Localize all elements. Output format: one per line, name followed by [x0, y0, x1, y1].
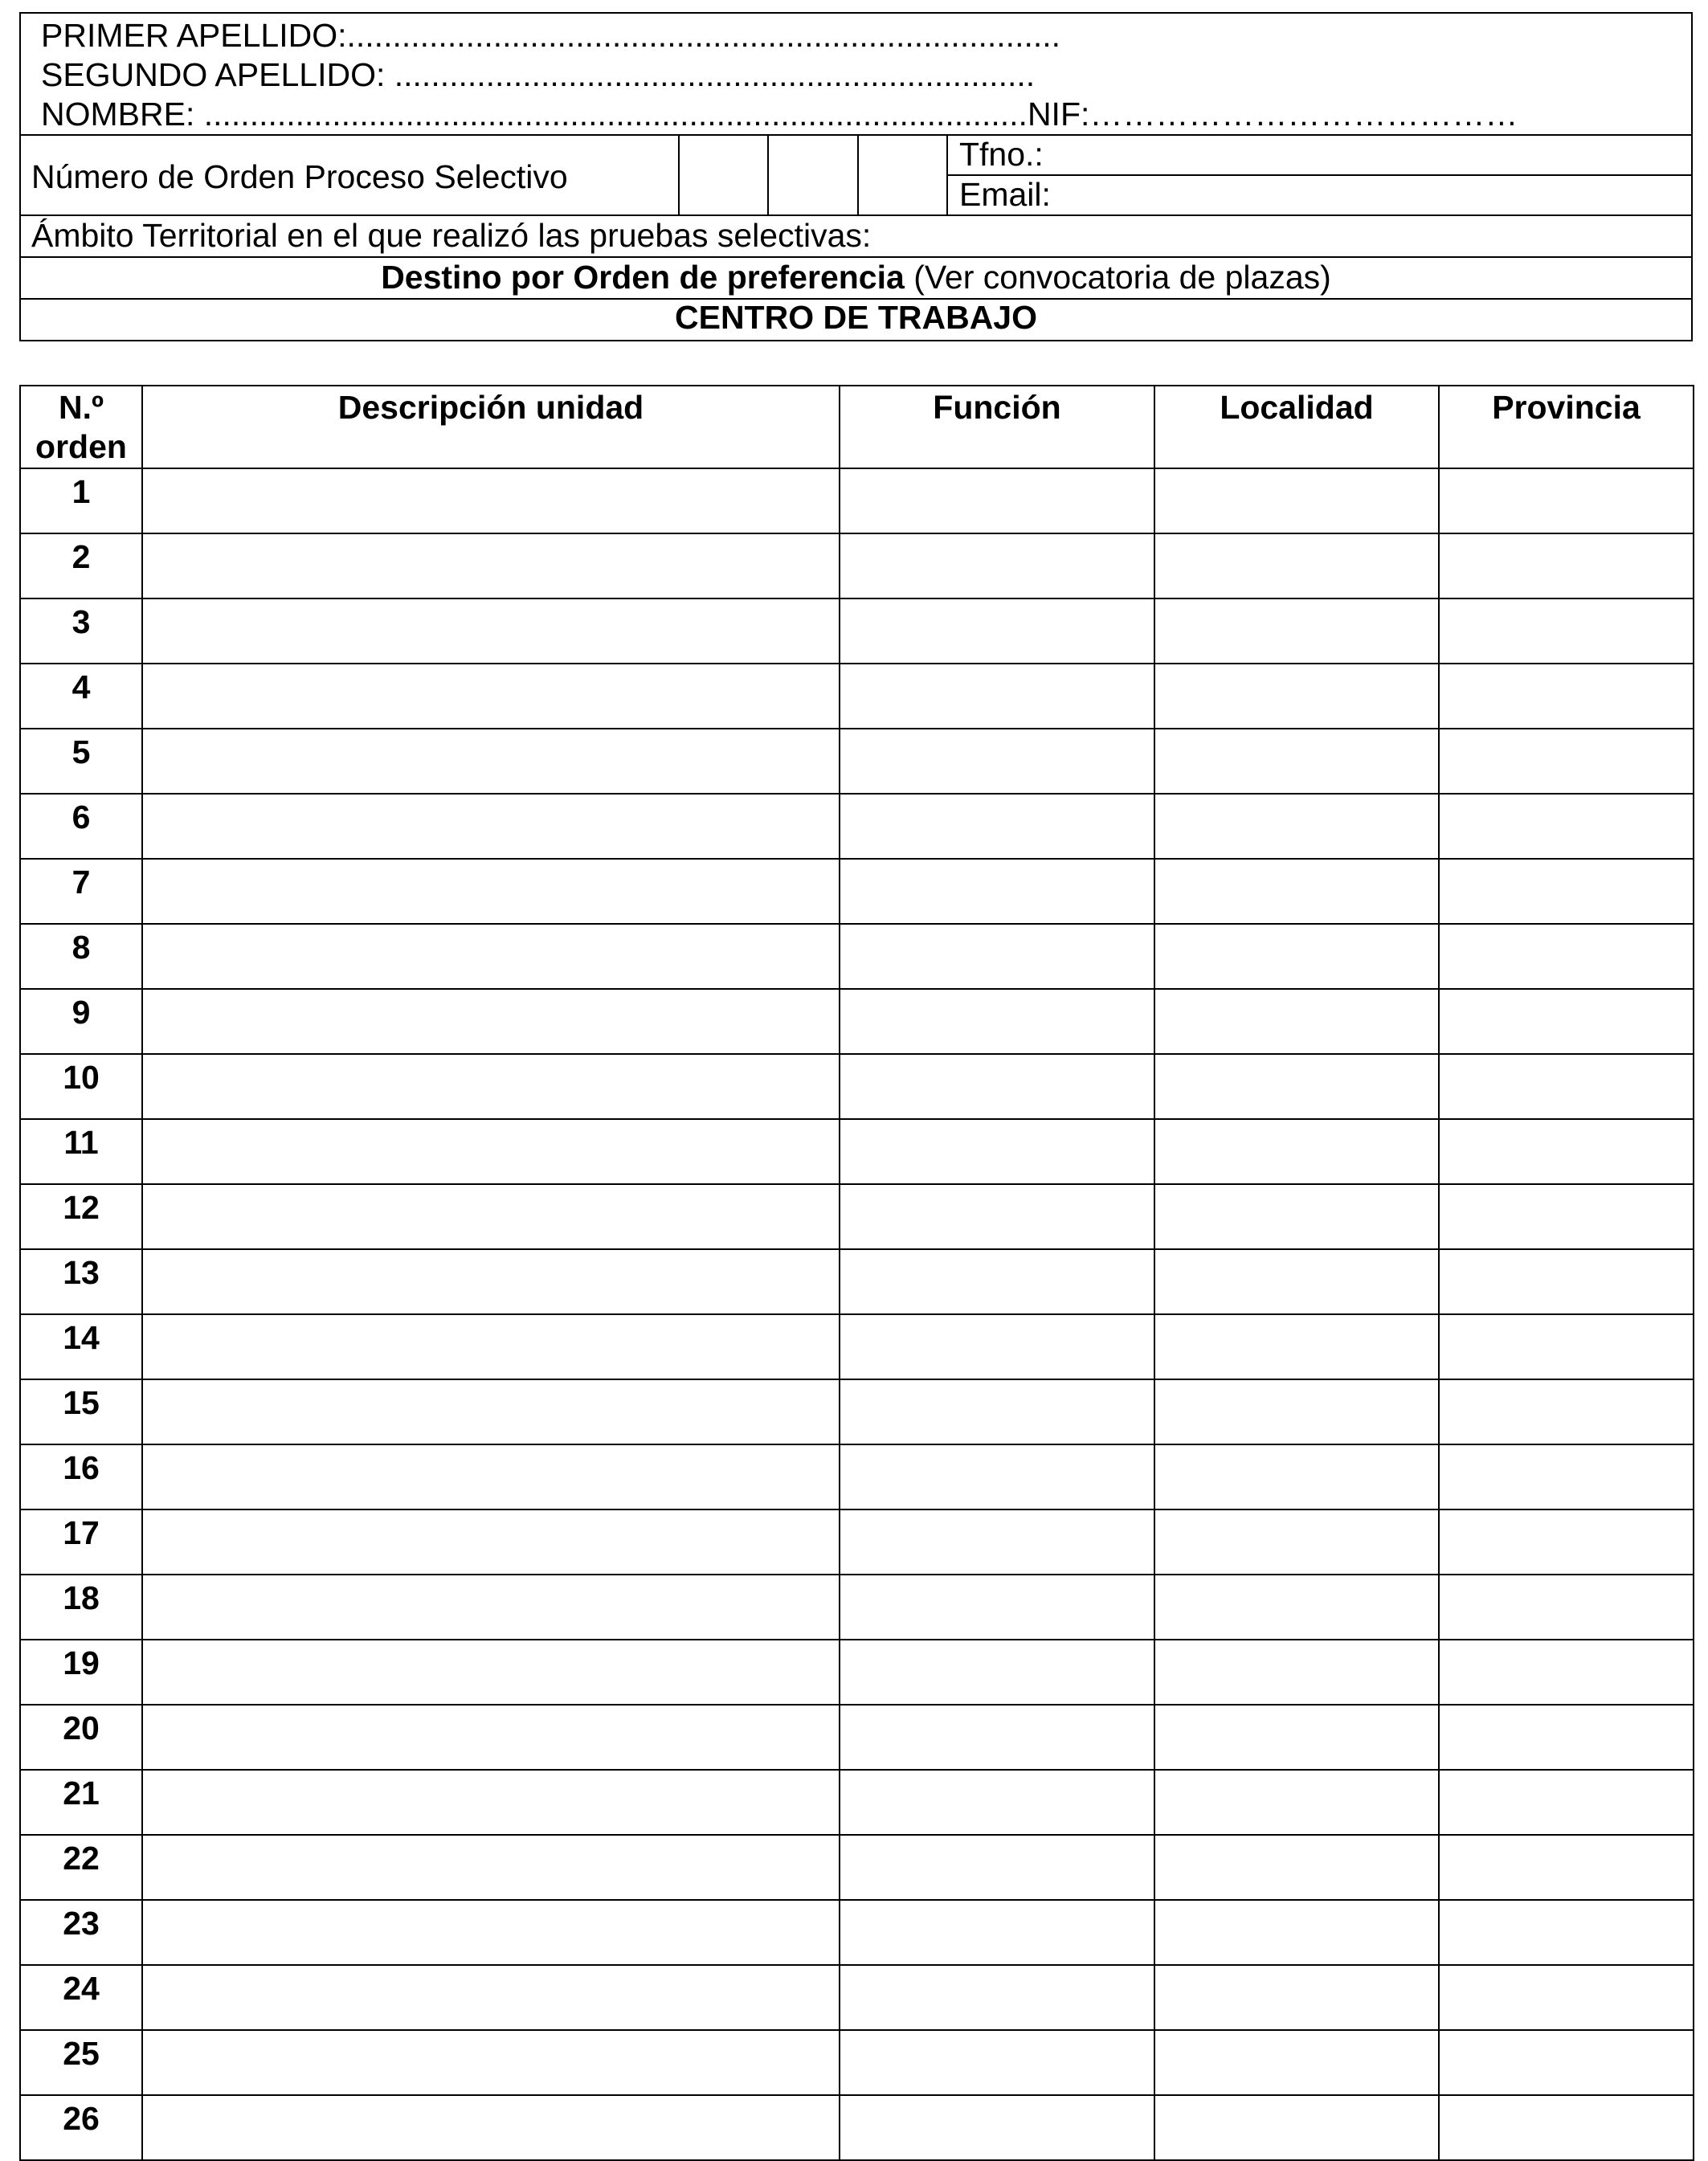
localidad-cell[interactable]: [1154, 598, 1439, 664]
table-row: [20, 1835, 1694, 1900]
funcion-cell[interactable]: [840, 2095, 1154, 2160]
descripcion-cell[interactable]: [142, 794, 840, 859]
row-number: 8: [20, 924, 142, 989]
provincia-cell[interactable]: [1439, 1900, 1694, 1965]
descripcion-cell[interactable]: [142, 729, 840, 794]
provincia-cell[interactable]: [1439, 1314, 1694, 1379]
applicant-info-box: [19, 12, 1693, 341]
row-number: 17: [20, 1509, 142, 1575]
table-row: [20, 729, 1694, 794]
localidad-cell[interactable]: [1154, 1770, 1439, 1835]
funcion-cell[interactable]: [840, 1184, 1154, 1249]
funcion-cell[interactable]: [840, 1509, 1154, 1575]
funcion-cell[interactable]: [840, 729, 1154, 794]
funcion-cell[interactable]: [840, 1119, 1154, 1184]
descripcion-cell[interactable]: [142, 924, 840, 989]
column-header-provincia: Provincia: [1439, 386, 1694, 468]
table-row: [20, 1509, 1694, 1575]
table-row: [20, 1054, 1694, 1119]
descripcion-cell[interactable]: [142, 1835, 840, 1900]
row-number: 1: [20, 468, 142, 533]
localidad-cell[interactable]: [1154, 859, 1439, 924]
column-header-orden-line2: orden: [35, 428, 127, 465]
table-row: [20, 1119, 1694, 1184]
localidad-cell[interactable]: [1154, 664, 1439, 729]
localidad-cell[interactable]: [1154, 1444, 1439, 1509]
table-row: [20, 664, 1694, 729]
descripcion-cell[interactable]: [142, 989, 840, 1054]
descripcion-cell[interactable]: [142, 2095, 840, 2160]
orden-digit-box-2[interactable]: [769, 136, 856, 213]
descripcion-cell[interactable]: [142, 1575, 840, 1640]
provincia-cell[interactable]: [1439, 924, 1694, 989]
localidad-cell[interactable]: [1154, 1054, 1439, 1119]
table-row: [20, 859, 1694, 924]
funcion-cell[interactable]: [840, 1249, 1154, 1314]
row-number: 26: [20, 2095, 142, 2160]
provincia-cell[interactable]: [1439, 794, 1694, 859]
email-field[interactable]: Email:: [959, 176, 1051, 213]
localidad-cell[interactable]: [1154, 1575, 1439, 1640]
provincia-cell[interactable]: [1439, 1054, 1694, 1119]
row-number: 13: [20, 1249, 142, 1314]
funcion-cell[interactable]: [840, 1705, 1154, 1770]
localidad-cell[interactable]: [1154, 1509, 1439, 1575]
descripcion-cell[interactable]: [142, 1184, 840, 1249]
centro-trabajo-heading: CENTRO DE TRABAJO: [674, 299, 1038, 336]
funcion-cell[interactable]: [840, 924, 1154, 989]
column-header-orden-line1: N.º: [59, 389, 104, 426]
provincia-cell[interactable]: [1439, 1509, 1694, 1575]
row-number: 20: [20, 1705, 142, 1770]
localidad-cell[interactable]: [1154, 2030, 1439, 2095]
table-row: [20, 1379, 1694, 1444]
localidad-cell[interactable]: [1154, 1640, 1439, 1705]
table-row: [20, 794, 1694, 859]
localidad-cell[interactable]: [1154, 729, 1439, 794]
provincia-cell[interactable]: [1439, 1444, 1694, 1509]
provincia-cell[interactable]: [1439, 1119, 1694, 1184]
funcion-cell[interactable]: [840, 1054, 1154, 1119]
funcion-cell[interactable]: [840, 989, 1154, 1054]
localidad-cell[interactable]: [1154, 924, 1439, 989]
divider: [21, 134, 1691, 136]
row-number: 14: [20, 1314, 142, 1379]
provincia-cell[interactable]: [1439, 1184, 1694, 1249]
descripcion-cell[interactable]: [142, 1054, 840, 1119]
table-row: [20, 989, 1694, 1054]
provincia-cell[interactable]: [1439, 468, 1694, 533]
destino-heading: [21, 258, 1691, 296]
descripcion-cell[interactable]: [142, 1509, 840, 1575]
localidad-cell[interactable]: [1154, 1249, 1439, 1314]
row-number: 23: [20, 1900, 142, 1965]
row-number: 15: [20, 1379, 142, 1444]
descripcion-cell[interactable]: [142, 598, 840, 664]
localidad-cell[interactable]: [1154, 1900, 1439, 1965]
provincia-cell[interactable]: [1439, 1575, 1694, 1640]
column-header-localidad: Localidad: [1154, 386, 1439, 468]
destino-heading-bold: Destino por Orden de preferencia: [381, 259, 905, 296]
localidad-cell[interactable]: [1154, 794, 1439, 859]
table-row: [20, 468, 1694, 533]
destino-heading-note: (Ver convocatoria de plazas): [904, 259, 1331, 296]
funcion-cell[interactable]: [840, 1444, 1154, 1509]
table-row: [20, 1249, 1694, 1314]
descripcion-cell[interactable]: [142, 1119, 840, 1184]
descripcion-cell[interactable]: [142, 1900, 840, 1965]
localidad-cell[interactable]: [1154, 1705, 1439, 1770]
table-header-row: [20, 386, 1694, 468]
provincia-cell[interactable]: [1439, 859, 1694, 924]
table-row: [20, 1444, 1694, 1509]
localidad-cell[interactable]: [1154, 1314, 1439, 1379]
table-row: [20, 598, 1694, 664]
funcion-cell[interactable]: [840, 1379, 1154, 1444]
localidad-cell[interactable]: [1154, 468, 1439, 533]
row-number: 5: [20, 729, 142, 794]
row-number: 7: [20, 859, 142, 924]
provincia-cell[interactable]: [1439, 2030, 1694, 2095]
row-number: 4: [20, 664, 142, 729]
provincia-cell[interactable]: [1439, 664, 1694, 729]
localidad-cell[interactable]: [1154, 1965, 1439, 2030]
localidad-cell[interactable]: [1154, 1119, 1439, 1184]
ambito-territorial-field[interactable]: Ámbito Territorial en el que realizó las pruebas selectivas:: [31, 217, 872, 254]
table-body: [20, 468, 1694, 2160]
provincia-cell[interactable]: [1439, 989, 1694, 1054]
table-row: [20, 1770, 1694, 1835]
primer-apellido-field[interactable]: PRIMER APELLIDO:..............................................................................: [41, 17, 1061, 54]
funcion-cell[interactable]: [840, 1900, 1154, 1965]
funcion-cell[interactable]: [840, 664, 1154, 729]
provincia-cell[interactable]: [1439, 1835, 1694, 1900]
table-row: [20, 924, 1694, 989]
telefono-field[interactable]: Tfno.:: [959, 136, 1044, 173]
column-header-descripcion: Descripción unidad: [142, 386, 840, 468]
row-number: 16: [20, 1444, 142, 1509]
descripcion-cell[interactable]: [142, 1444, 840, 1509]
orden-digit-box-1[interactable]: [680, 136, 766, 213]
descripcion-cell[interactable]: [142, 533, 840, 598]
localidad-cell[interactable]: [1154, 1379, 1439, 1444]
row-number: 2: [20, 533, 142, 598]
row-number: 21: [20, 1770, 142, 1835]
table-row: [20, 1640, 1694, 1705]
table-row: [20, 2030, 1694, 2095]
table-row: [20, 1900, 1694, 1965]
row-number: 11: [20, 1119, 142, 1184]
divider: [946, 174, 1691, 176]
localidad-cell[interactable]: [1154, 2095, 1439, 2160]
funcion-cell[interactable]: [840, 1640, 1154, 1705]
row-number: 6: [20, 794, 142, 859]
descripcion-cell[interactable]: [142, 2030, 840, 2095]
table-row: [20, 1314, 1694, 1379]
provincia-cell[interactable]: [1439, 1249, 1694, 1314]
descripcion-cell[interactable]: [142, 1640, 840, 1705]
row-number: 19: [20, 1640, 142, 1705]
descripcion-cell[interactable]: [142, 1705, 840, 1770]
numero-orden-label: Número de Orden Proceso Selectivo: [31, 158, 568, 195]
descripcion-cell[interactable]: [142, 859, 840, 924]
provincia-cell[interactable]: [1439, 1770, 1694, 1835]
row-number: 25: [20, 2030, 142, 2095]
localidad-cell[interactable]: [1154, 533, 1439, 598]
provincia-cell[interactable]: [1439, 598, 1694, 664]
provincia-cell[interactable]: [1439, 1640, 1694, 1705]
column-header-orden: [20, 386, 142, 468]
descripcion-cell[interactable]: [142, 1770, 840, 1835]
table-row: [20, 1575, 1694, 1640]
nombre-nif-field[interactable]: NOMBRE: ..........................................................................................NIF:…………………………………: [41, 96, 1518, 133]
funcion-cell[interactable]: [840, 1575, 1154, 1640]
table-row: [20, 2095, 1694, 2160]
destinos-table: [19, 385, 1694, 2161]
descripcion-cell[interactable]: [142, 1314, 840, 1379]
row-number: 24: [20, 1965, 142, 2030]
descripcion-cell[interactable]: [142, 1379, 840, 1444]
descripcion-cell[interactable]: [142, 1249, 840, 1314]
orden-digit-box-3[interactable]: [859, 136, 945, 213]
table-row: [20, 1705, 1694, 1770]
provincia-cell[interactable]: [1439, 1705, 1694, 1770]
provincia-cell[interactable]: [1439, 2095, 1694, 2160]
funcion-cell[interactable]: [840, 1770, 1154, 1835]
descripcion-cell[interactable]: [142, 1965, 840, 2030]
localidad-cell[interactable]: [1154, 1184, 1439, 1249]
row-number: 9: [20, 989, 142, 1054]
provincia-cell[interactable]: [1439, 533, 1694, 598]
funcion-cell[interactable]: [840, 859, 1154, 924]
funcion-cell[interactable]: [840, 598, 1154, 664]
row-number: 10: [20, 1054, 142, 1119]
funcion-cell[interactable]: [840, 533, 1154, 598]
row-number: 18: [20, 1575, 142, 1640]
descripcion-cell[interactable]: [142, 468, 840, 533]
descripcion-cell[interactable]: [142, 664, 840, 729]
funcion-cell[interactable]: [840, 794, 1154, 859]
provincia-cell[interactable]: [1439, 1379, 1694, 1444]
funcion-cell[interactable]: [840, 1314, 1154, 1379]
provincia-cell[interactable]: [1439, 729, 1694, 794]
segundo-apellido-field[interactable]: SEGUNDO APELLIDO: ......................................................................: [41, 56, 1036, 93]
provincia-cell[interactable]: [1439, 1965, 1694, 2030]
localidad-cell[interactable]: [1154, 1835, 1439, 1900]
table-row: [20, 1184, 1694, 1249]
table-row: [20, 533, 1694, 598]
funcion-cell[interactable]: [840, 1965, 1154, 2030]
row-number: 22: [20, 1835, 142, 1900]
column-header-funcion: Función: [840, 386, 1154, 468]
localidad-cell[interactable]: [1154, 989, 1439, 1054]
funcion-cell[interactable]: [840, 2030, 1154, 2095]
funcion-cell[interactable]: [840, 468, 1154, 533]
row-number: 3: [20, 598, 142, 664]
funcion-cell[interactable]: [840, 1835, 1154, 1900]
table-row: [20, 1965, 1694, 2030]
row-number: 12: [20, 1184, 142, 1249]
